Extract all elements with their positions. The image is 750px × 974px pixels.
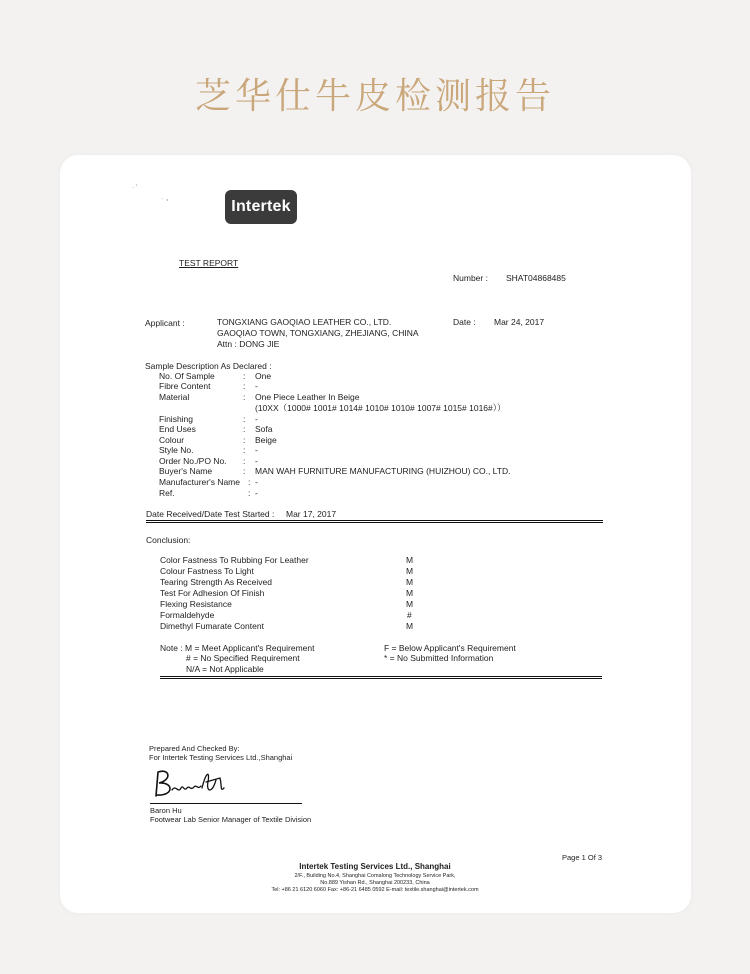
sample-value-continued: (10XX（1000# 1001# 1014# 1010# 1010# 1007# 1015# 1016#）） — [255, 403, 506, 413]
page-title: 芝华仕牛皮检测报告 — [194, 76, 555, 117]
divider — [146, 520, 603, 521]
divider — [146, 522, 603, 523]
conclusion-test: Color Fastness To Rubbing For Leather — [160, 555, 309, 565]
scan-speck: ˙ ⁺ — [162, 199, 169, 205]
applicant-line: TONGXIANG GAOQIAO LEATHER CO., LTD. — [217, 317, 392, 327]
date-value: Mar 24, 2017 — [494, 317, 545, 327]
sample-label: Finishing — [159, 414, 194, 424]
sample-label: Colour — [159, 435, 185, 445]
sample-value: - — [255, 381, 258, 391]
conclusion-test: Colour Fastness To Light — [160, 566, 254, 576]
conclusion-result: M — [406, 577, 414, 587]
applicant-line: GAOQIAO TOWN, TONGXIANG, ZHEJIANG, CHINA — [217, 328, 419, 338]
sample-label: Style No. — [159, 445, 194, 455]
divider — [160, 678, 602, 679]
sample-value: MAN WAH FURNITURE MANUFACTURING (HUIZHOU) CO., LTD. — [255, 466, 511, 476]
footer-contact-line: Tel: +86 21 6120 6060 Fax: +86-21 6485 0592 E-mail: textile.shanghai@intertek.com — [271, 887, 479, 893]
sample-value: - — [255, 488, 258, 498]
conclusion-result: M — [406, 555, 414, 565]
date-received-value: Mar 17, 2017 — [286, 509, 337, 519]
sample-label: Buyer's Name — [159, 466, 213, 476]
number-label: Number : — [453, 273, 488, 283]
page-number: Page 1 Of 3 — [562, 853, 603, 862]
conclusion-test: Dimethyl Fumarate Content — [160, 621, 264, 631]
sample-label: Order No./PO No. — [159, 456, 227, 466]
sample-colon: : — [243, 466, 246, 476]
sample-value: - — [255, 477, 258, 487]
sample-label: Fibre Content — [159, 381, 211, 391]
sample-value: - — [255, 445, 258, 455]
footer-address-line: 2/F., Building No.4, Shanghai Comalong Technology Service Park, — [294, 873, 456, 879]
conclusion-test: Flexing Resistance — [160, 599, 232, 609]
signature-image — [150, 766, 230, 800]
conclusion-test: Test For Adhesion Of Finish — [160, 588, 265, 598]
conclusion-result: # — [407, 610, 412, 620]
sample-colon: : — [243, 381, 246, 391]
conclusion-test: Tearing Strength As Received — [160, 577, 272, 587]
sample-label: Material — [159, 392, 190, 402]
note-line: F = Below Applicant's Requirement — [384, 643, 516, 653]
sample-colon: : — [243, 456, 246, 466]
prepared-line: Prepared And Checked By: — [149, 744, 240, 753]
sample-value: One Piece Leather In Beige — [255, 392, 360, 402]
date-label: Date : — [453, 317, 476, 327]
sample-colon: : — [248, 488, 251, 498]
sample-label: Ref. — [159, 488, 175, 498]
signer-name: Baron Hu — [150, 806, 182, 815]
sample-colon: : — [243, 414, 246, 424]
conclusion-result: M — [406, 588, 414, 598]
sample-heading: Sample Description As Declared : — [145, 361, 272, 371]
sample-colon: : — [243, 435, 246, 445]
note-line: # = No Specified Requirement — [186, 653, 300, 663]
number-value: SHAT04868485 — [506, 273, 566, 283]
sample-value: One — [255, 371, 272, 381]
sample-value: Sofa — [255, 424, 273, 434]
sample-colon: : — [248, 477, 251, 487]
sample-label: Manufacturer's Name — [159, 477, 240, 487]
conclusion-test: Formaldehyde — [160, 610, 215, 620]
conclusion-result: M — [406, 566, 414, 576]
signer-title: Footwear Lab Senior Manager of Textile Division — [150, 815, 312, 824]
conclusion-heading: Conclusion: — [146, 535, 191, 545]
report-heading: TEST REPORT — [179, 258, 239, 268]
prepared-line: For Intertek Testing Services Ltd.,Shanghai — [149, 753, 293, 762]
date-received-label: Date Received/Date Test Started : — [146, 509, 275, 519]
intertek-logo: Intertek — [225, 190, 297, 224]
note-line: Note : M = Meet Applicant's Requirement — [160, 643, 315, 653]
applicant-line: Attn : DONG JIE — [217, 339, 280, 349]
sample-colon: : — [243, 392, 246, 402]
sample-value: - — [255, 414, 258, 424]
divider — [160, 676, 602, 677]
sample-value: Beige — [255, 435, 277, 445]
footer-address-line: No.889 Yishan Rd., Shanghai 200233, China — [320, 880, 430, 886]
footer-company: Intertek Testing Services Ltd., Shanghai — [299, 862, 451, 871]
sample-label: No. Of Sample — [159, 371, 215, 381]
applicant-label: Applicant : — [145, 318, 185, 328]
conclusion-result: M — [406, 621, 414, 631]
conclusion-result: M — [406, 599, 414, 609]
scan-speck: · ′ — [132, 185, 137, 191]
sample-colon: : — [243, 424, 246, 434]
note-line: N/A = Not Applicable — [186, 664, 264, 674]
signature-line — [150, 803, 302, 804]
sample-label: End Uses — [159, 424, 196, 434]
sample-colon: : — [243, 371, 246, 381]
note-line: * = No Submitted Information — [384, 653, 494, 663]
sample-value: - — [255, 456, 258, 466]
sample-colon: : — [243, 445, 246, 455]
